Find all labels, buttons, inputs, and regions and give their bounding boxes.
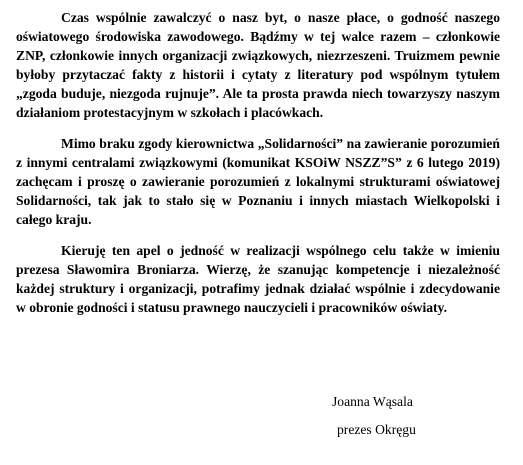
letter-body — [16, 8, 500, 317]
signature-name: Joanna Wąsala — [332, 394, 413, 409]
paragraph-unity-appeal: Czas wspólnie zawalczyć o nasz byt, o nasze płace, o godność naszego oświatowego środowiska zawodowego. Bądźmy w tej walce razem – członkowie ZNP, członkowie innych organizacji związkowych, niezrzeszeni. Truizmem pewnie byłoby przytaczać fakty z historii i cytaty z literatury pod wspólnym tytułem „zgoda buduje, niezgoda rujnuje”. Ale ta prosta prawda niech towarzyszy naszym działaniom protestacyjnym w szkołach i placówkach. — [16, 10, 500, 120]
paragraph-president-appeal: Kieruję ten apel o jedność w realizacji wspólnego celu także w imieniu prezesa Sławomira Broniarza. Wierzę, że szanując kompetencje i niezależność każdej struktury i organizacji, potrafimy jednak działać wspólnie i zdecydowanie w obronie godności i statusu prawnego nauczycieli i pracowników oświaty. — [16, 243, 500, 315]
paragraph-solidarity-agreements: Mimo braku zgody kierownictwa „Solidarności” na zawieranie porozumień z innymi centralami związkowymi (komunikat KSOiW NSZZ”S” z 6 lutego 2019) zachęcam i proszę o zawieranie porozumień z lokalnymi strukturami oświatowej Solidarności, tak jak to stało się w Poznaniu i innych miastach Wielkopolski i całego kraju. — [16, 136, 500, 227]
signature-title: prezes Okręgu — [337, 422, 416, 437]
